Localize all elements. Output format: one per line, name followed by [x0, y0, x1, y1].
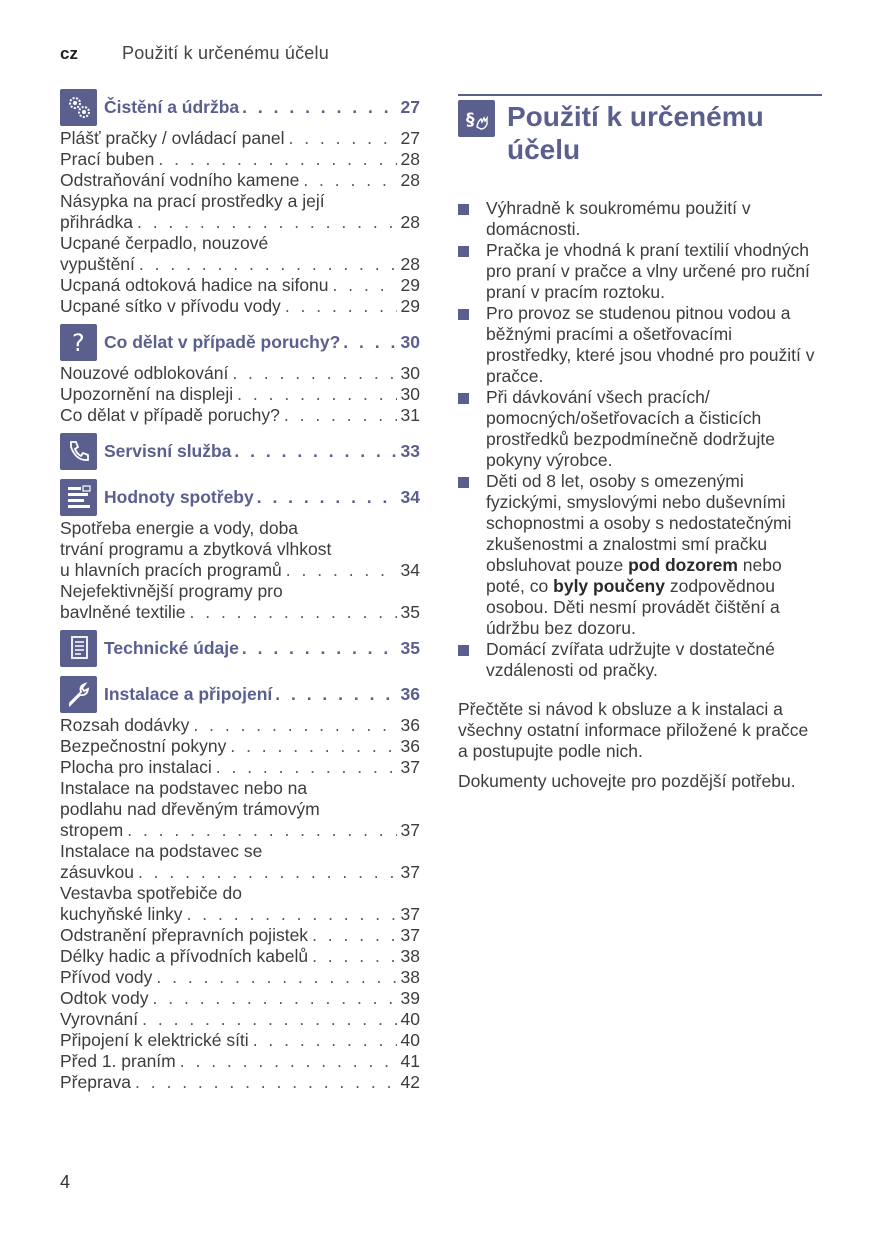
toc-entry-text: Ucpané sítko v přívodu vody	[60, 296, 281, 316]
toc-entry-text: kuchyňské linky	[60, 904, 183, 924]
toc-section-label: Čistění a údržba	[104, 96, 240, 117]
toc-leader-dots	[286, 560, 397, 581]
toc-entry-row	[60, 254, 420, 275]
toc-entry[interactable]	[60, 988, 420, 1009]
toc-section-title	[104, 441, 420, 462]
toc-section-page: 33	[400, 440, 420, 461]
toc-entry-text-line: Spotřeba energie a vody, doba	[60, 518, 299, 538]
toc-entry[interactable]	[60, 275, 420, 296]
toc-entry-page: 35	[400, 602, 420, 622]
gears-icon	[60, 89, 97, 126]
toc-entry-row	[60, 904, 420, 925]
toc-leader-dots	[230, 736, 396, 757]
toc-leader-dots	[187, 904, 397, 925]
toc-section	[60, 432, 420, 478]
toc-entry-row	[60, 946, 420, 967]
toc-entry-row	[60, 149, 420, 170]
list-item: Domácí zvířata udržujte v dostatečné vzdálenosti od pračky.	[458, 639, 822, 681]
section-title-line-1: Použití k určenému	[507, 101, 764, 132]
toc-section-page: 30	[400, 331, 420, 352]
toc-entry[interactable]	[60, 883, 420, 925]
toc-entry[interactable]	[60, 296, 420, 317]
phone-icon	[60, 433, 97, 470]
toc-entry-page: 29	[400, 275, 420, 295]
toc-entry-page: 37	[400, 925, 420, 945]
toc-entry[interactable]	[60, 757, 420, 778]
toc-leader-dots	[216, 757, 397, 778]
header-title: Použití k určenému účelu	[122, 43, 329, 63]
toc-section-page: 35	[400, 637, 420, 658]
toc-entry-row	[60, 128, 420, 149]
section-title-line-2: účelu	[507, 134, 581, 165]
toc-entry-row	[60, 275, 420, 296]
list-item: Děti od 8 let, osoby s omezenými fyzickými, smyslovými nebo duševními schopnostmi a osoby s nedostatečnými zkušenostmi a znalostmi smí pračku obsluhovat pouze pod dozorem nebo poté, co byly poučeny zodpovědnou osobou. Děti nesmí provádět čištění a údržbu bez dozoru.	[458, 471, 822, 639]
toc-entry-page: 30	[400, 363, 420, 383]
toc-section-heading[interactable]	[60, 432, 420, 470]
toc-entry[interactable]	[60, 149, 420, 170]
toc-entry-text: Ucpaná odtoková hadice na sifonu	[60, 275, 329, 295]
toc-entry-row	[60, 405, 420, 426]
emphasis: pod dozorem	[628, 555, 738, 575]
list-item: Pračka je vhodná k praní textilií vhodných pro praní v pračce a vlny určené pro ruční praní v pracím roztoku.	[458, 240, 822, 303]
toc-leader-dots	[312, 925, 396, 946]
toc-entry[interactable]	[60, 405, 420, 426]
list-item: Při dávkování všech pracích/ pomocných/ošetřovacích a čisticích prostředků bezpodmínečně dodržujte pokyny výrobce.	[458, 387, 822, 471]
toc-section	[60, 323, 420, 426]
toc-entry-page: 37	[400, 820, 420, 840]
toc-section	[60, 478, 420, 623]
toc-entries	[60, 363, 420, 426]
toc-entry[interactable]	[60, 1009, 420, 1030]
section-title	[507, 100, 764, 166]
toc-entry-page: 36	[400, 736, 420, 756]
toc-entry-text: vypuštění	[60, 254, 135, 274]
toc-entry-row	[60, 715, 420, 736]
toc-section-page: 34	[400, 486, 420, 507]
toc-entry[interactable]	[60, 715, 420, 736]
toc-entry-page: 28	[400, 149, 420, 169]
toc-entry-row	[60, 757, 420, 778]
toc-leader-dots	[303, 170, 396, 191]
toc-entry-page: 34	[400, 560, 420, 580]
toc-leader-dots	[285, 296, 397, 317]
toc-section-label: Hodnoty spotřeby	[104, 486, 254, 507]
document-icon	[60, 630, 97, 667]
language-code: cz	[60, 44, 78, 63]
toc-entry-row	[60, 1072, 420, 1093]
toc-leader-dots	[153, 988, 397, 1009]
toc-section	[60, 629, 420, 675]
usage-list	[458, 198, 822, 681]
toc-entry-text: Vyrovnání	[60, 1009, 139, 1029]
toc-leader-dots	[193, 715, 396, 736]
toc-entry-page: 40	[400, 1030, 420, 1050]
toc-leader-dots	[139, 254, 397, 275]
toc-entry-page: 27	[400, 128, 420, 148]
toc-entry-row	[60, 296, 420, 317]
toc-leader-dots	[190, 602, 397, 623]
wrench-icon	[60, 676, 97, 713]
toc-entry-text: Odstranění přepravních pojistek	[60, 925, 309, 945]
toc-entry-row	[60, 212, 420, 233]
toc-entry[interactable]	[60, 967, 420, 988]
toc-entry[interactable]	[60, 191, 420, 233]
toc-entry[interactable]	[60, 518, 420, 581]
toc-entry-text: Bezpečnostní pokyny	[60, 736, 227, 756]
toc-section-heading[interactable]	[60, 629, 420, 667]
toc-entry-page: 40	[400, 1009, 420, 1029]
toc-section-title	[104, 684, 420, 705]
toc-leader-dots	[284, 405, 397, 426]
toc-entry[interactable]	[60, 841, 420, 883]
toc-entry-text-line: Nejefektivnější programy pro	[60, 581, 283, 601]
toc-leader-dots	[137, 212, 397, 233]
toc-entry-text: Připojení k elektrické síti	[60, 1030, 249, 1050]
toc-entry-row	[60, 820, 420, 841]
toc-leader-dots	[156, 967, 396, 988]
toc-section	[60, 675, 420, 1093]
toc-section-heading[interactable]	[60, 88, 420, 126]
toc-entries	[60, 715, 420, 1093]
page-header	[60, 43, 329, 67]
toc-entry-page: 38	[400, 946, 420, 966]
toc-entry-row	[60, 1051, 420, 1072]
toc-entry-text-line: Instalace na podstavec se	[60, 841, 263, 861]
toc-section-label: Instalace a připojení	[104, 683, 273, 704]
toc-entry-text: Plocha pro instalaci	[60, 757, 212, 777]
toc-entry-page: 28	[400, 212, 420, 232]
toc-entry-text: Co dělat v případě poruchy?	[60, 405, 280, 425]
toc-section-label: Technické údaje	[104, 637, 239, 658]
toc-entry[interactable]	[60, 736, 420, 757]
toc-leader-dots	[135, 1072, 397, 1093]
toc-section-page: 36	[400, 683, 420, 704]
toc-entry-text: Odstraňování vodního kamene	[60, 170, 300, 190]
toc-entry[interactable]	[60, 128, 420, 149]
toc-section-heading[interactable]	[60, 675, 420, 713]
toc-leader-dots	[180, 1051, 397, 1072]
list-item: Výhradně k soukromému použití v domácnosti.	[458, 198, 822, 240]
toc-entry-text: Rozsah dodávky	[60, 715, 190, 735]
page-number: 4	[60, 1172, 71, 1192]
toc-entry-text: Nouzové odblokování	[60, 363, 229, 383]
toc-leader-dots	[242, 97, 397, 118]
toc-entry[interactable]	[60, 233, 420, 275]
toc-entry-text: Plášť pračky / ovládací panel	[60, 128, 285, 148]
toc-leader-dots	[275, 684, 397, 705]
toc-entry-row	[60, 862, 420, 883]
toc-entry-page: 39	[400, 988, 420, 1008]
toc-leader-dots	[312, 946, 396, 967]
toc-section-label: Servisní služba	[104, 440, 232, 461]
toc-leader-dots	[234, 441, 397, 462]
toc-section-heading[interactable]	[60, 478, 420, 516]
svg-text:?: ?	[71, 329, 85, 356]
toc-entry-row	[60, 988, 420, 1009]
toc-entry-text-line: Instalace na podstavec nebo na	[60, 778, 308, 798]
toc-entry-page: 28	[400, 254, 420, 274]
toc-entry-page: 38	[400, 967, 420, 987]
toc-entry-row	[60, 1030, 420, 1051]
toc-entry[interactable]	[60, 1030, 420, 1051]
toc-entry-page: 37	[400, 757, 420, 777]
section-heading	[458, 94, 822, 166]
toc-leader-dots	[242, 638, 398, 659]
toc-leader-dots	[158, 149, 396, 170]
instruction-paragraph: Přečtěte si návod k obsluze a k instalaci a všechny ostatní informace přiložené k pračce a postupujte podle nich.	[458, 699, 809, 761]
toc-entry-row	[60, 925, 420, 946]
toc-entry[interactable]	[60, 946, 420, 967]
toc-entry-text-line: Násypka na prací prostředky a její	[60, 191, 325, 211]
toc-entry[interactable]	[60, 170, 420, 191]
question-icon	[60, 324, 97, 361]
consumption-icon	[60, 479, 97, 516]
toc-section-title	[104, 638, 420, 659]
toc-entry[interactable]	[60, 778, 420, 841]
toc-entry-text: Odtok vody	[60, 988, 149, 1008]
toc-entry-row	[60, 967, 420, 988]
toc-entry-text: Přeprava	[60, 1072, 132, 1092]
toc-entry-text: bavlněné textilie	[60, 602, 186, 622]
list-item: Pro provoz se studenou pitnou vodou a běžnými pracími a ošetřovacími prostředky, které jsou vhodné pro použití v pračce.	[458, 303, 822, 387]
toc-entry-page: 37	[400, 862, 420, 882]
toc-entry-text: u hlavních pracích programů	[60, 560, 282, 580]
toc-leader-dots	[333, 275, 397, 296]
toc-entry-text: stropem	[60, 820, 124, 840]
toc-leader-dots	[138, 862, 397, 883]
toc-leader-dots	[257, 487, 398, 508]
intended-use-section	[458, 94, 822, 792]
toc-section	[60, 88, 420, 317]
toc-entry[interactable]	[60, 1051, 420, 1072]
toc-entry[interactable]	[60, 363, 420, 384]
toc-leader-dots	[232, 363, 396, 384]
toc-entry-row	[60, 384, 420, 405]
table-of-contents	[60, 88, 420, 1099]
toc-entry-row	[60, 560, 420, 581]
toc-entry-text: Přívod vody	[60, 967, 153, 987]
toc-entry-row	[60, 170, 420, 191]
toc-entry-page: 41	[400, 1051, 420, 1071]
toc-entry-page: 31	[400, 405, 420, 425]
toc-entry-text: zásuvkou	[60, 862, 134, 882]
toc-entry-text: Před 1. praním	[60, 1051, 176, 1071]
toc-section-label: Co dělat v případě poruchy?	[104, 331, 341, 352]
paragraph-hand-icon	[458, 100, 495, 137]
toc-section-title	[104, 487, 420, 508]
toc-leader-dots	[288, 128, 396, 149]
toc-entry-page: 30	[400, 384, 420, 404]
toc-leader-dots	[127, 820, 396, 841]
toc-entries	[60, 128, 420, 317]
toc-entry[interactable]	[60, 1072, 420, 1093]
toc-entry-text: přihrádka	[60, 212, 133, 232]
toc-entry-row	[60, 736, 420, 757]
toc-section-title	[104, 332, 420, 353]
storage-paragraph: Dokumenty uchovejte pro pozdější potřebu.	[458, 771, 796, 791]
toc-entry[interactable]	[60, 384, 420, 405]
toc-entry-text-line: Ucpané čerpadlo, nouzové	[60, 233, 269, 253]
toc-entry-page: 37	[400, 904, 420, 924]
toc-entry-text-line: trvání programu a zbytková vlhkost	[60, 539, 332, 559]
toc-entry[interactable]	[60, 925, 420, 946]
toc-entry-page: 42	[400, 1072, 420, 1092]
emphasis: byly poučeny	[553, 576, 665, 596]
toc-entry-text-line: podlahu nad dřevěným trámovým	[60, 799, 320, 819]
toc-entry[interactable]	[60, 581, 420, 623]
toc-leader-dots	[142, 1009, 396, 1030]
toc-entry-text: Délky hadic a přívodních kabelů	[60, 946, 309, 966]
toc-entry-row	[60, 1009, 420, 1030]
toc-section-page: 27	[400, 96, 420, 117]
toc-entry-row	[60, 363, 420, 384]
toc-leader-dots	[253, 1030, 397, 1051]
toc-entry-text: Upozornění na displeji	[60, 384, 234, 404]
toc-entry-page: 36	[400, 715, 420, 735]
toc-entry-page: 28	[400, 170, 420, 190]
toc-entry-text-line: Vestavba spotřebiče do	[60, 883, 242, 903]
toc-section-heading[interactable]	[60, 323, 420, 361]
toc-leader-dots	[237, 384, 396, 405]
toc-entry-text: Prací buben	[60, 149, 155, 169]
toc-entry-page: 29	[400, 296, 420, 316]
svg-text:§: §	[465, 109, 474, 130]
toc-entries	[60, 518, 420, 623]
toc-section-title	[104, 97, 420, 118]
toc-leader-dots	[343, 332, 397, 353]
toc-entry-row	[60, 602, 420, 623]
